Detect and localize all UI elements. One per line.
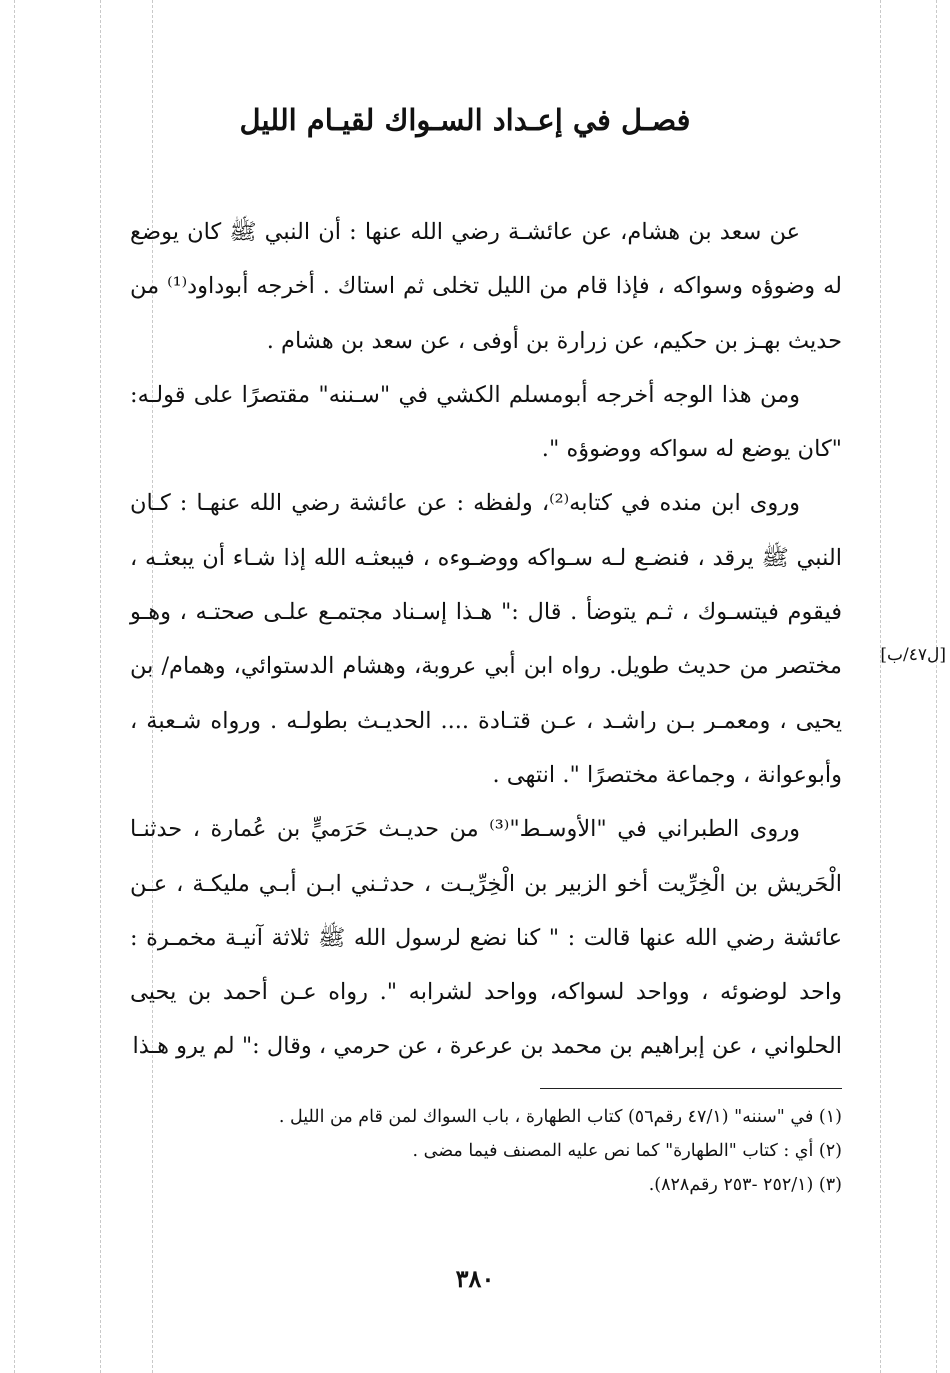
scan-guide-line	[936, 0, 937, 1373]
paragraph: وروى ابن منده في كتابه⁽²⁾، ولفظه : عن عائشة رضي الله عنهـا : كـان النبي ﷺ يرقد ، فنضـع لـه سـواكه ووضـوءه ، فيبعثـه الله إذا شـاء أن يبعثـه ، فيقوم فيتسـوك ، ثـم يتوضأ . قال :" هـذا إسـناد مجتمـع علـى صحتـه ، وهـو مختصر من حديث طويل. رواه ابن أبي عروبة، وهشام الدستوائي، وهمام/ بن يحيى ، ومعمـر بـن راشـد ، عـن قتـادة .... الحديـث بطولـه . ورواه شـعبة ، وأبوعوانة ، وجماعة مختصرًا ". انتهى .	[130, 490, 842, 788]
paragraph: ومن هذا الوجه أخرجه أبومسلم الكشي في "سـننه" مقتصرًا على قولـه: "كان يوضع له سواكه ووضوؤه ".	[130, 381, 842, 463]
scan-guide-line	[100, 0, 101, 1373]
footnote: (٣) (٢٥٢/١ -٢٥٣ رقم٨٢٨).	[648, 1175, 842, 1195]
footnotes	[150, 1100, 842, 1202]
footnote: (٢) أي : كتاب "الطهارة" كما نص عليه المصنف فيما مضى .	[412, 1141, 842, 1161]
scan-guide-line	[14, 0, 15, 1373]
footnote-divider	[540, 1088, 842, 1089]
page-number: ٣٨٠	[455, 1264, 495, 1293]
paragraph: عن سعد بن هشام، عن عائشـة رضي الله عنها : أن النبي ﷺ كان يوضع له وضوؤه وسواكه ، فإذا قام من الليل تخلى ثم استاك . أخرجه أبوداود⁽¹⁾ من حديث بهـز بن حكيم، عن زرارة بن أوفى ، عن سعد بن هشام .	[130, 219, 842, 354]
manuscript-folio-marker: [ل٤٧/ب]	[880, 645, 946, 665]
footnote: (١) في "سننه" (٤٧/١ رقم٥٦) كتاب الطهارة ، باب السواك لمن قام من الليل .	[278, 1107, 842, 1127]
section-title: فصـل في إعـداد السـواك لقيـام الليل	[239, 103, 691, 137]
main-text	[130, 205, 842, 1074]
paragraph: وروى الطبراني في "الأوسـط"⁽³⁾ من حديـث حَرَميٍّ بن عُمارة ، حدثنـا الْحَريش بن الْخِرِّيت أخو الزبير بن الْخِرِّيـت ، حدثـني ابـن أبـي مليكـة ، عـن عائشة رضي الله عنها قالت : " كنا نضع لرسول الله ﷺ ثلاثة آنيـة مخمـرة : واحد لوضوئه ، وواحد لسواكه، وواحد لشرابه ". رواه عـن أحمد بن يحيى الحلواني ، عن إبراهيم بن محمد بن عرعرة ، عن حرمي ، وقال :" لم يرو هـذا	[130, 816, 842, 1060]
scan-guide-line	[880, 0, 881, 1373]
